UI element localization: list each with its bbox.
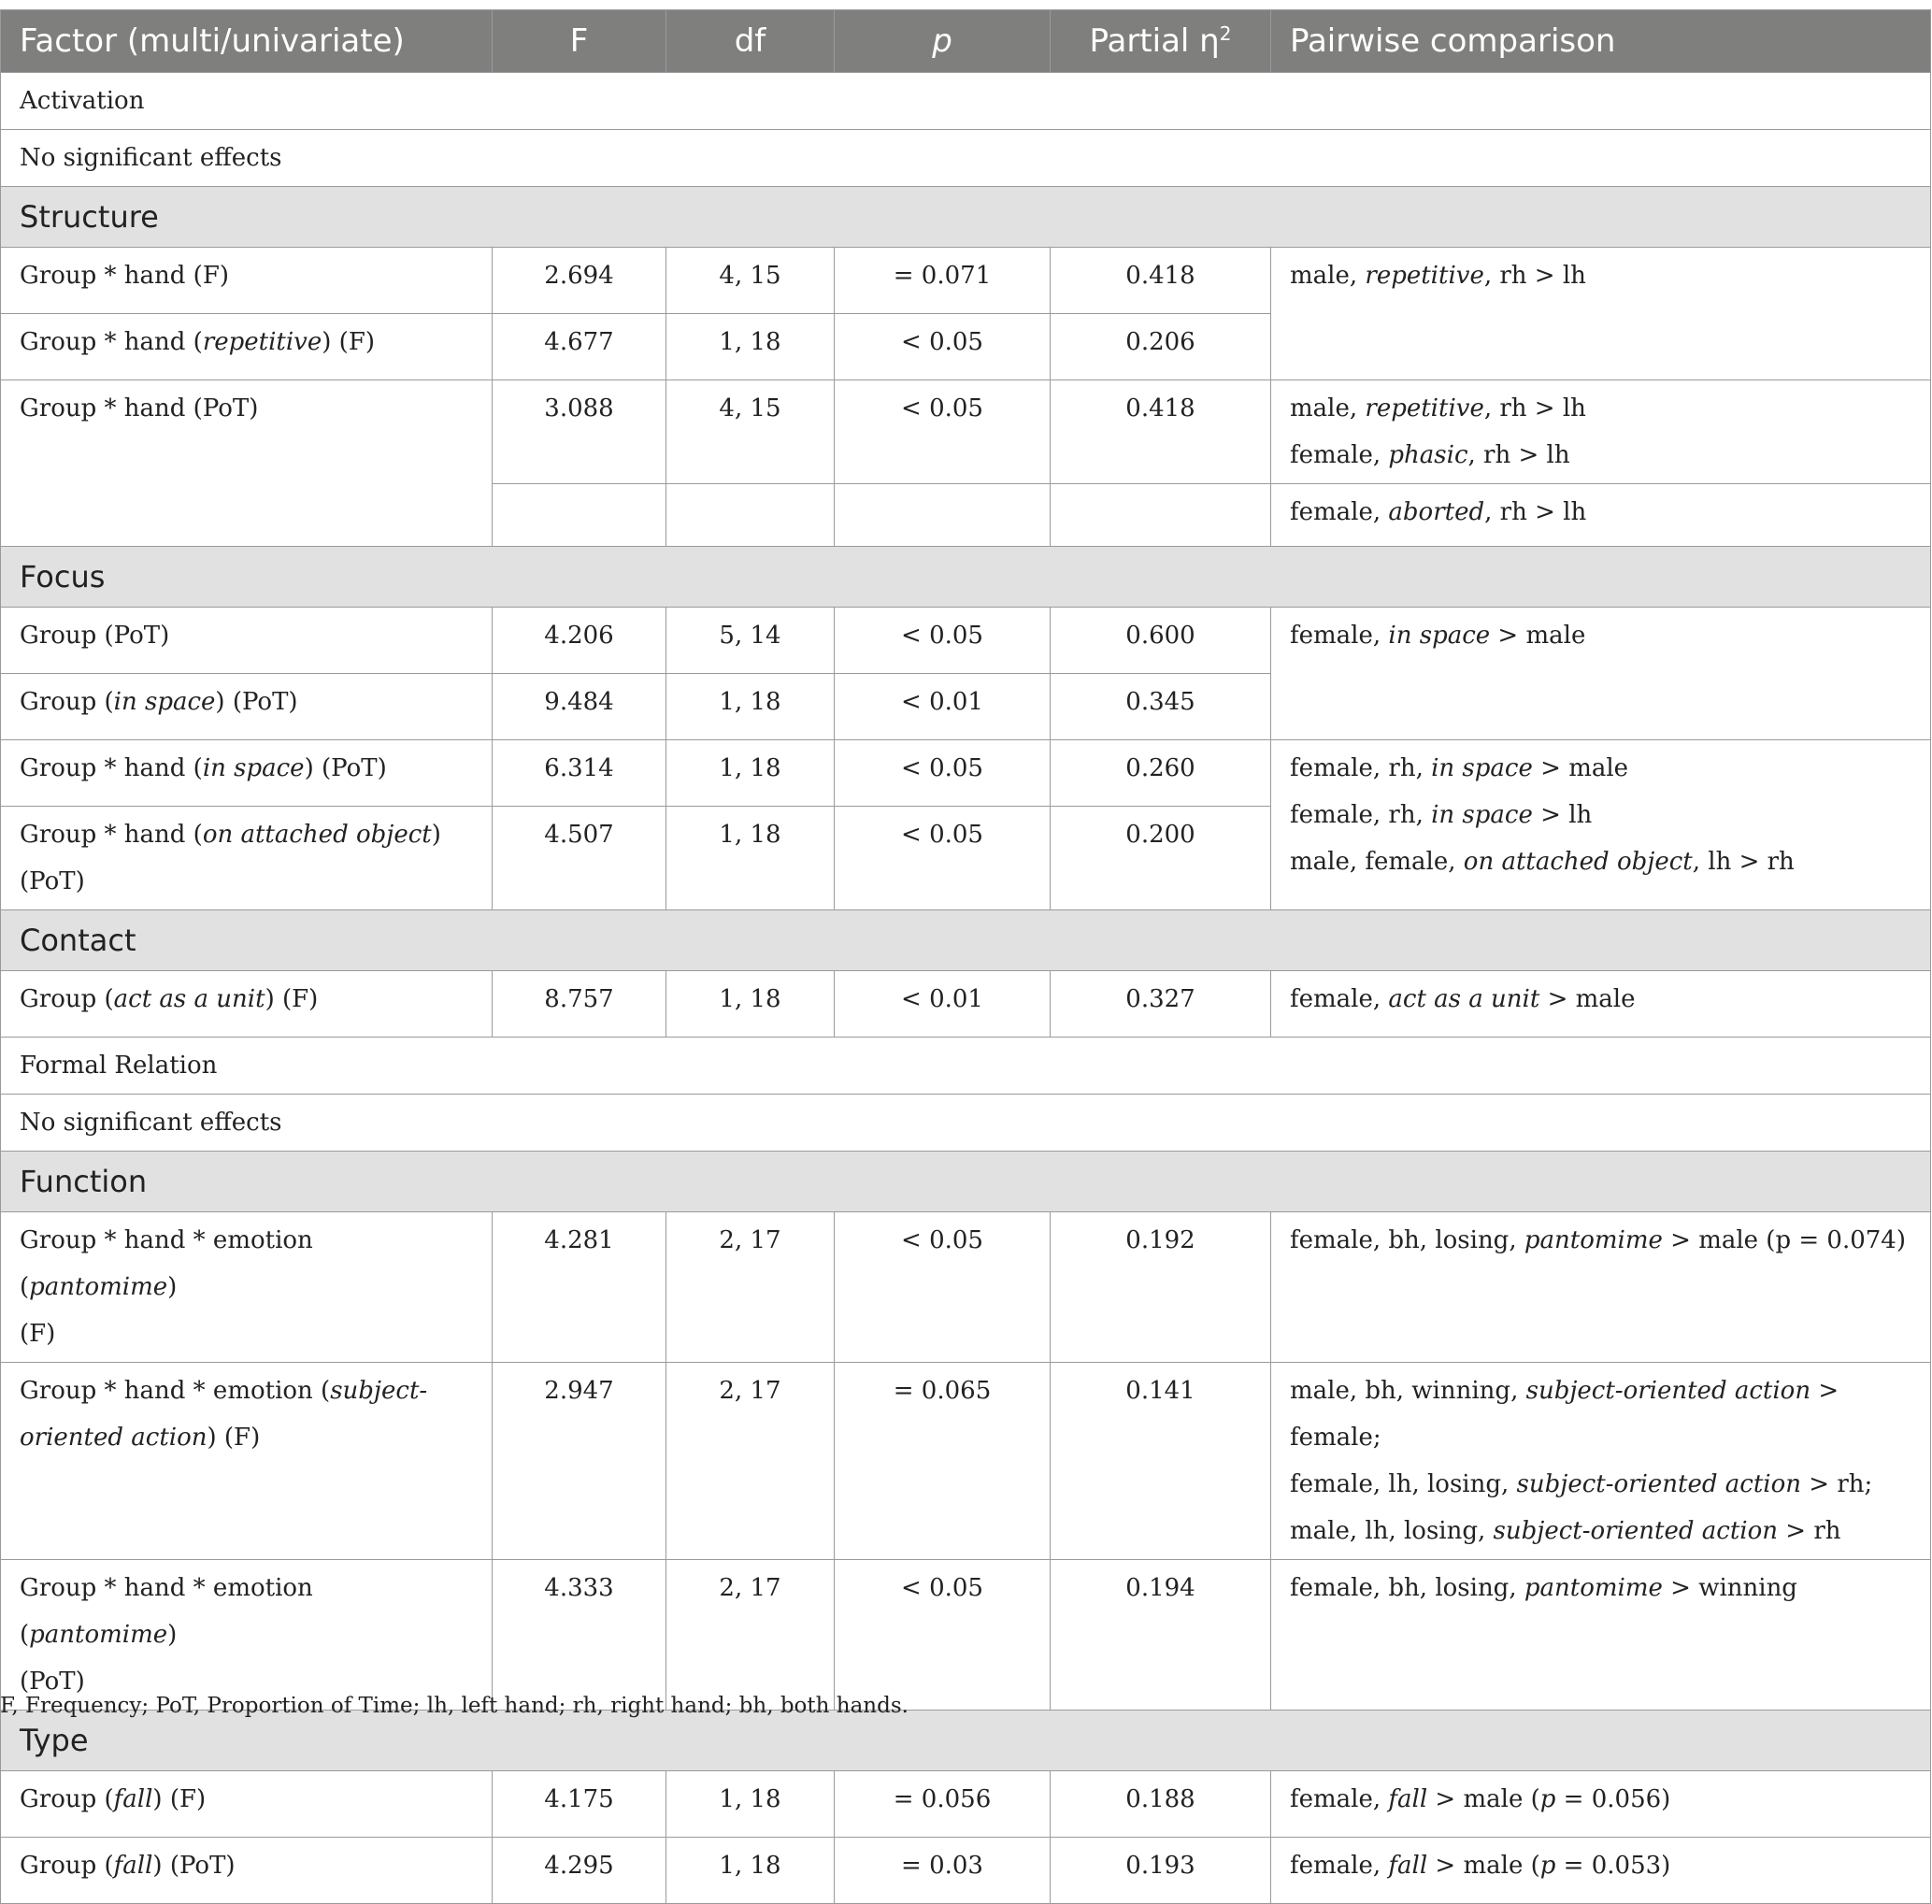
cell-df: 2, 17 — [666, 1212, 835, 1363]
section-row-function — [1, 1152, 1931, 1212]
table-row — [1, 1838, 1931, 1904]
cell-pairwise: female, act as a unit > male — [1271, 971, 1931, 1038]
header-p — [835, 10, 1051, 73]
cell-p: < 0.05 — [835, 314, 1051, 380]
cell-pairwise: female, bh, losing, pantomime > winning — [1271, 1560, 1931, 1711]
cell-pairwise: female, aborted, rh > lh — [1271, 484, 1931, 547]
cell-p: < 0.01 — [835, 674, 1051, 740]
cell-p: < 0.05 — [835, 807, 1051, 910]
cell-df: 1, 18 — [666, 971, 835, 1038]
cell-p: = 0.065 — [835, 1363, 1051, 1560]
cell-f: 4.295 — [493, 1838, 666, 1904]
cell-pairwise: male, bh, winning, subject-oriented action > female; female, lh, losing, subject-oriented action > rh; male, lh, losing, subject-oriented action > rh — [1271, 1363, 1931, 1560]
section-label-focus: Focus — [1, 547, 1931, 608]
cell-eta: 0.260 — [1051, 740, 1271, 807]
table-footnote: F, Frequency; PoT, Proportion of Time; lh, left hand; rh, right hand; bh, both hands. — [0, 1694, 909, 1718]
cell-f: 2.947 — [493, 1363, 666, 1560]
header-pairwise: Pairwise comparison — [1271, 10, 1931, 73]
cell-p: < 0.05 — [835, 1212, 1051, 1363]
header-eta-text: Partial η — [1089, 22, 1220, 60]
cell-pairwise: male, repetitive, rh > lh — [1271, 248, 1931, 380]
cell-factor: Group (fall) (F) — [1, 1771, 493, 1838]
table-row — [1, 380, 1931, 484]
cell-df: 1, 18 — [666, 1838, 835, 1904]
cell-df: 1, 18 — [666, 314, 835, 380]
cell-eta: 0.192 — [1051, 1212, 1271, 1363]
cell-f: 2.694 — [493, 248, 666, 314]
section-row-structure — [1, 187, 1931, 248]
cell-factor: Group * hand (PoT) — [1, 380, 493, 547]
table-row — [1, 608, 1931, 674]
cell-df: 2, 17 — [666, 1560, 835, 1711]
cell-f: 3.088 — [493, 380, 666, 484]
cell-df: 1, 18 — [666, 740, 835, 807]
cell-eta: 0.200 — [1051, 807, 1271, 910]
cell-factor: Group * hand * emotion (subject- oriented action) (F) — [1, 1363, 493, 1560]
cell-df: 4, 15 — [666, 380, 835, 484]
cell-eta: 0.141 — [1051, 1363, 1271, 1560]
table-row — [1, 971, 1931, 1038]
cell-df: 1, 18 — [666, 674, 835, 740]
cell-eta: 0.206 — [1051, 314, 1271, 380]
cell-f: 8.757 — [493, 971, 666, 1038]
header-eta-superscript: 2 — [1219, 22, 1232, 45]
note-formal-relation: No significant effects — [1, 1095, 1931, 1152]
section-label-structure: Structure — [1, 187, 1931, 248]
section-label-activation: Activation — [1, 73, 1931, 130]
cell-factor: Group * hand * emotion (pantomime) (F) — [1, 1212, 493, 1363]
cell-eta: 0.600 — [1051, 608, 1271, 674]
cell-factor: Group * hand (in space) (PoT) — [1, 740, 493, 807]
header-p-text: p — [932, 22, 952, 60]
section-label-function: Function — [1, 1152, 1931, 1212]
cell-pairwise: female, fall > male (p = 0.056) — [1271, 1771, 1931, 1838]
cell-df: 5, 14 — [666, 608, 835, 674]
cell-factor: Group * hand * emotion (pantomime) (PoT) — [1, 1560, 493, 1711]
note-row-formal-relation — [1, 1095, 1931, 1152]
table-row — [1, 1771, 1931, 1838]
cell-p: = 0.03 — [835, 1838, 1051, 1904]
cell-df: 1, 18 — [666, 807, 835, 910]
cell-p: < 0.05 — [835, 740, 1051, 807]
table-row — [1, 1212, 1931, 1363]
cell-p: < 0.05 — [835, 1560, 1051, 1711]
cell-f-empty — [493, 484, 666, 547]
cell-eta: 0.418 — [1051, 380, 1271, 484]
cell-pairwise: female, rh, in space > male female, rh, in space > lh male, female, on attached object, lh > rh — [1271, 740, 1931, 910]
cell-f: 4.281 — [493, 1212, 666, 1363]
cell-factor: Group * hand (on attached object) (PoT) — [1, 807, 493, 910]
cell-pairwise: male, repetitive, rh > lh female, phasic, rh > lh — [1271, 380, 1931, 484]
cell-factor: Group (act as a unit) (F) — [1, 971, 493, 1038]
section-row-contact — [1, 910, 1931, 971]
section-label-formal-relation: Formal Relation — [1, 1038, 1931, 1095]
cell-f: 4.507 — [493, 807, 666, 910]
table-row — [1, 740, 1931, 807]
cell-f: 4.175 — [493, 1771, 666, 1838]
cell-factor: Group (fall) (PoT) — [1, 1838, 493, 1904]
cell-f: 6.314 — [493, 740, 666, 807]
section-label-contact: Contact — [1, 910, 1931, 971]
cell-eta: 0.345 — [1051, 674, 1271, 740]
cell-p-empty — [835, 484, 1051, 547]
cell-eta: 0.193 — [1051, 1838, 1271, 1904]
note-row-activation — [1, 130, 1931, 187]
section-row-focus — [1, 547, 1931, 608]
cell-factor: Group * hand (repetitive) (F) — [1, 314, 493, 380]
cell-p: < 0.01 — [835, 971, 1051, 1038]
header-df: df — [666, 10, 835, 73]
cell-factor: Group * hand (F) — [1, 248, 493, 314]
cell-pairwise: female, in space > male — [1271, 608, 1931, 740]
section-row-type — [1, 1711, 1931, 1771]
cell-f: 9.484 — [493, 674, 666, 740]
section-row-formal-relation — [1, 1038, 1931, 1095]
cell-df-empty — [666, 484, 835, 547]
cell-p: = 0.056 — [835, 1771, 1051, 1838]
cell-f: 4.206 — [493, 608, 666, 674]
note-activation: No significant effects — [1, 130, 1931, 187]
cell-eta: 0.188 — [1051, 1771, 1271, 1838]
cell-df: 2, 17 — [666, 1363, 835, 1560]
table-header-row — [1, 10, 1931, 73]
section-row-activation — [1, 73, 1931, 130]
statistics-table — [0, 9, 1931, 1904]
cell-p: < 0.05 — [835, 380, 1051, 484]
cell-p: = 0.071 — [835, 248, 1051, 314]
cell-df: 1, 18 — [666, 1771, 835, 1838]
cell-eta: 0.418 — [1051, 248, 1271, 314]
cell-eta-empty — [1051, 484, 1271, 547]
cell-p: < 0.05 — [835, 608, 1051, 674]
cell-eta: 0.194 — [1051, 1560, 1271, 1711]
header-factor: Factor (multi/univariate) — [1, 10, 493, 73]
cell-df: 4, 15 — [666, 248, 835, 314]
table-row — [1, 1363, 1931, 1560]
header-partial-eta — [1051, 10, 1271, 73]
section-label-type: Type — [1, 1711, 1931, 1771]
cell-f: 4.333 — [493, 1560, 666, 1711]
statistics-table-container — [0, 9, 1930, 1904]
cell-eta: 0.327 — [1051, 971, 1271, 1038]
cell-factor: Group (PoT) — [1, 608, 493, 674]
header-f: F — [493, 10, 666, 73]
cell-pairwise: female, bh, losing, pantomime > male (p = 0.074) — [1271, 1212, 1931, 1363]
cell-f: 4.677 — [493, 314, 666, 380]
cell-factor: Group (in space) (PoT) — [1, 674, 493, 740]
cell-pairwise: female, fall > male (p = 0.053) — [1271, 1838, 1931, 1904]
table-row — [1, 1560, 1931, 1711]
table-row — [1, 248, 1931, 314]
